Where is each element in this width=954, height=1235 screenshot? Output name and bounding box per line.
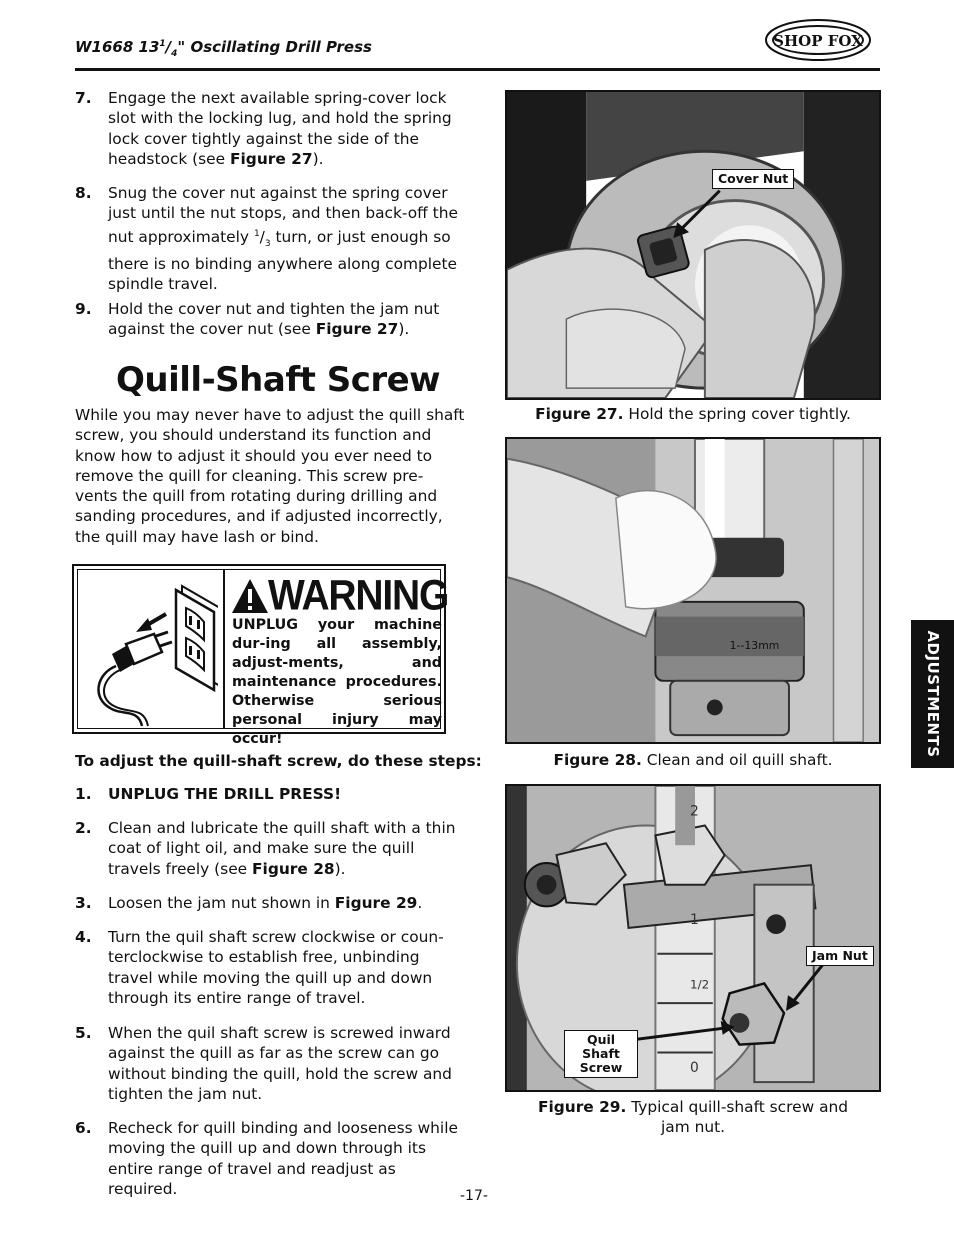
header-rule <box>75 68 880 71</box>
svg-text:2: 2 <box>690 803 699 820</box>
figure-28-photo <box>505 437 881 744</box>
section-intro: While you may never have to adjust the quill shaft screw, you should understand its function and know how to adjust it should you ever need to remove the quill for cleaning. This screw pre-vents the quill from rotating during drilling and sanding procedures, and if adjusted incorrectly, the quill may have lash or bind. <box>75 406 465 546</box>
page-number: -17- <box>460 1188 488 1204</box>
svg-text:0: 0 <box>690 1060 699 1077</box>
figure-28-caption: Figure 28. Clean and oil quill shaft. <box>553 751 833 769</box>
svg-text:1: 1 <box>690 912 699 929</box>
section-heading: Quill-Shaft Screw <box>116 360 441 400</box>
step-7: 7. Engage the next available spring-cover lock slot with the locking lug, and hold the spring lock cover tightly against the side of the headstock (see Figure 27). <box>75 89 452 168</box>
figure-29-photo <box>505 784 881 1092</box>
unplug-outlet-icon <box>86 578 218 728</box>
step-9: 9. Hold the cover nut and tighten the jam nut against the cover nut (see Figure 27). <box>75 300 440 339</box>
step-3: 3. Loosen the jam nut shown in Figure 29. <box>75 894 423 912</box>
svg-text:1/2: 1/2 <box>690 977 710 992</box>
step-1: 1. UNPLUG THE DRILL PRESS! <box>75 785 342 803</box>
side-tab-adjustments: ADJUSTMENTS <box>911 620 954 768</box>
figure-27-photo <box>505 90 881 400</box>
svg-text:SHOP FOX: SHOP FOX <box>773 32 863 50</box>
step-2: 2. Clean and lubricate the quill shaft with a thin coat of light oil, and make sure the quill travels freely (see Figure 28). <box>75 819 456 878</box>
step-4: 4. Turn the quil shaft screw clockwise or coun-terclockwise to establish free, unbinding travel while moving the quill up and down through its entire range of travel. <box>75 928 444 1007</box>
warning-divider <box>223 570 225 728</box>
step-5: 5. When the quil shaft screw is screwed inward against the quill as far as the screw can go without binding the quill, hold the screw and tighten the jam nut. <box>75 1024 452 1103</box>
steps-title: To adjust the quill-shaft screw, do these steps: <box>75 752 482 770</box>
step-6: 6. Recheck for quill binding and looseness while moving the quill up and down through its entire range of travel and readjust as required. <box>75 1119 458 1198</box>
label-quil-shaft-screw: Quil Shaft Screw <box>564 1030 638 1078</box>
running-header-title: W1668 $13^1/_4$" Oscillating Drill Press <box>75 38 372 59</box>
svg-text:1--13mm: 1--13mm <box>729 639 780 653</box>
label-jam-nut: Jam Nut <box>806 946 874 966</box>
step-8: 8. Snug the cover nut against the spring cover just until the nut stops, and then back-off the nut approximately $^1/_3$ turn, or just enough so there is no binding anywhere along complete spindle travel. <box>75 184 458 294</box>
warning-triangle-icon <box>230 577 270 615</box>
figure-29-caption: Figure 29. Typical quill-shaft screw and jam nut. <box>537 1098 849 1136</box>
shop-fox-logo <box>764 18 872 62</box>
warning-box <box>72 564 449 747</box>
figure-27-caption: Figure 27. Hold the spring cover tightly. <box>535 405 851 423</box>
warning-text: UNPLUG your machine dur-ing all assembly, adjust-ments, and maintenance procedures. Otherwise serious personal injury may occur! <box>232 617 442 747</box>
label-cover-nut: Cover Nut <box>712 169 794 189</box>
warning-heading: WARNING <box>268 572 449 620</box>
